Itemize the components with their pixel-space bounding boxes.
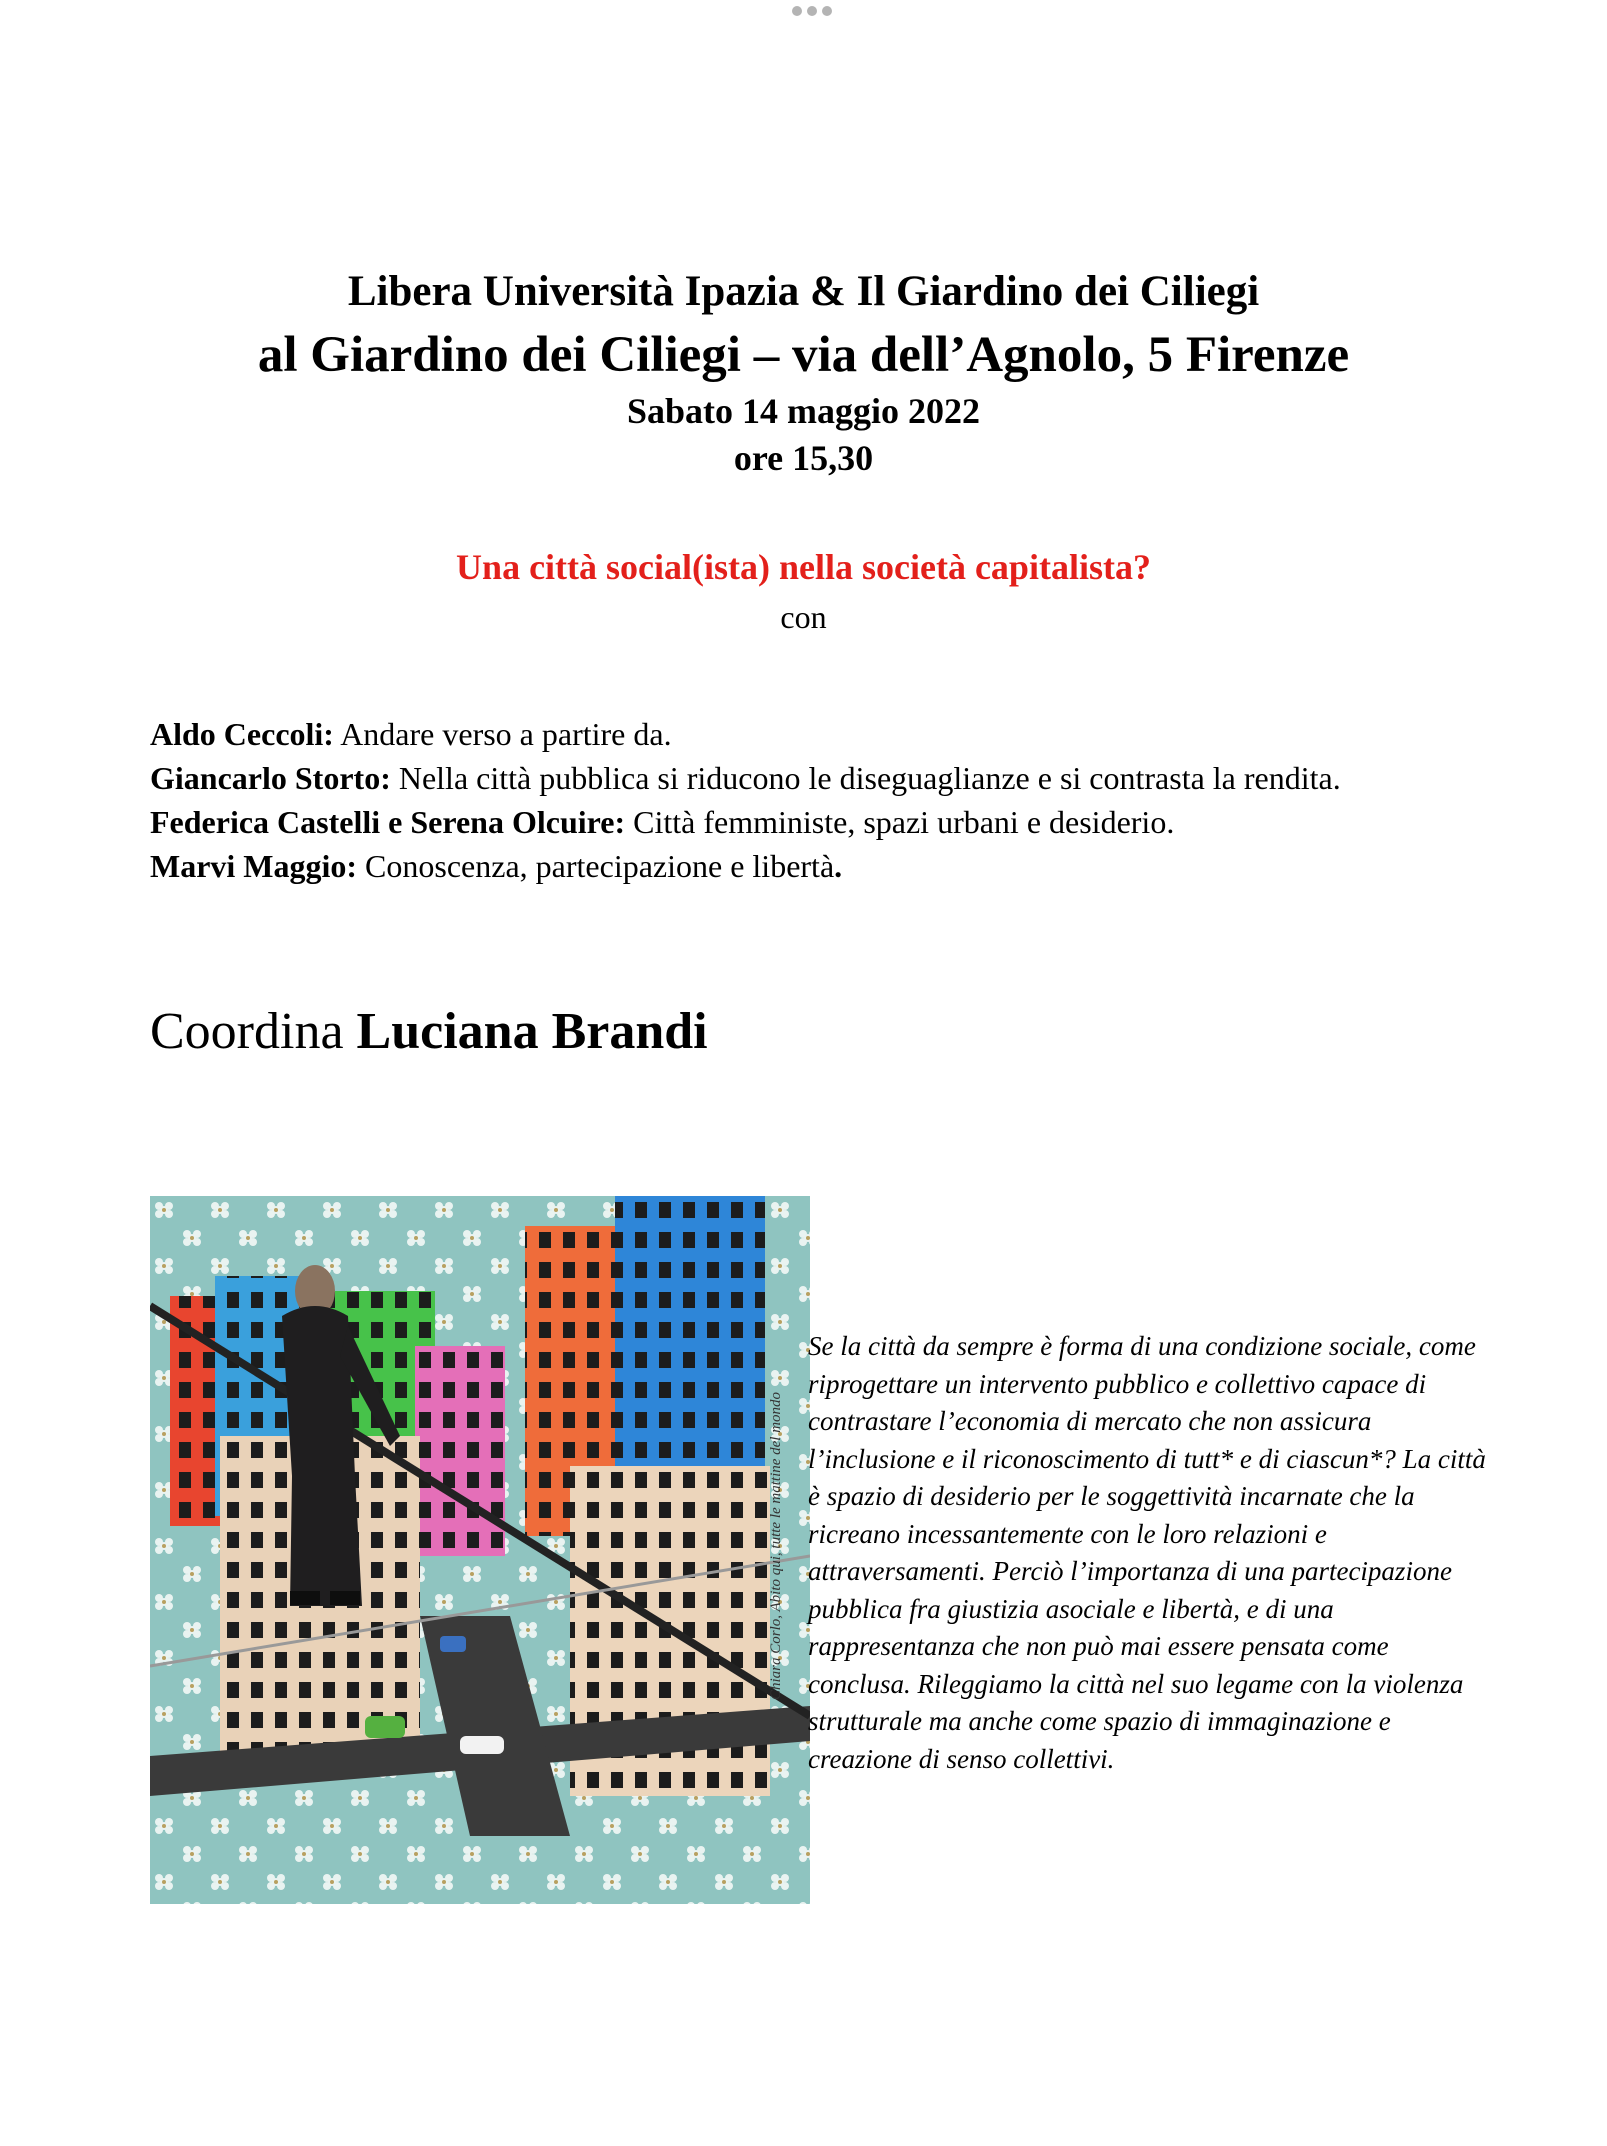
more-options-icon[interactable] bbox=[792, 6, 832, 16]
coordinator-line bbox=[150, 1000, 708, 1064]
artwork-image bbox=[150, 1196, 810, 1904]
coordinator-name: Luciana Brandi bbox=[356, 1003, 708, 1060]
speaker-name: Giancarlo Storto: bbox=[150, 760, 391, 796]
speaker-talk: Nella città pubblica si riducono le diseguaglianze e si contrasta la rendita. bbox=[390, 760, 1341, 796]
date-line: Sabato 14 maggio 2022 bbox=[626, 391, 981, 431]
speaker-name: Marvi Maggio: bbox=[150, 848, 358, 884]
coordinator-prefix: Coordina bbox=[150, 1003, 357, 1060]
organizers-line: Libera Università Ipazia & Il Giardino dei Ciliegi bbox=[347, 268, 1260, 315]
speaker-item bbox=[150, 712, 1450, 756]
speaker-name: Aldo Ceccoli: bbox=[150, 716, 334, 752]
event-description: Se la città da sempre è forma di una condizione sociale, come riprogettare un intervento pubblico e collettivo capace di contrastare l’economia di mercato che non assicura l’inclusione e il riconoscimento di tutt* e di ciascun*? La città è spazio di desiderio per le soggettività incarnate che la ricreano incessantemente con le loro relazioni e attraversamenti. Perciò l’importanza di una partecipazione pubblica fra giustizia asociale e libertà, e di una rappresentanza che non può mai essere pensata come conclusa. Rileggiamo la città nel suo legame con la violenza strutturale ma anche come spazio di immaginazione e creazione di senso collettivi. bbox=[808, 1331, 1486, 1774]
speaker-talk: Conoscenza, partecipazione e libertà bbox=[357, 848, 835, 884]
speaker-talk: Città femministe, spazi urbani e desiderio. bbox=[625, 804, 1175, 840]
con-label: con bbox=[780, 599, 827, 635]
venue-line: al Giardino dei Ciliegi – via dell’Agnolo, 5 Firenze bbox=[257, 327, 1350, 383]
event-title: Una città social(ista) nella società capitalista? bbox=[456, 547, 1151, 587]
speaker-talk: Andare verso a partire da. bbox=[333, 716, 672, 752]
event-header bbox=[0, 262, 1607, 482]
time-line: ore 15,30 bbox=[733, 438, 874, 478]
speaker-item bbox=[150, 844, 1450, 888]
speaker-name: Federica Castelli e Serena Olcuire: bbox=[150, 804, 626, 840]
speaker-item bbox=[150, 800, 1450, 844]
speaker-item bbox=[150, 756, 1450, 800]
speaker-talk-tail: . bbox=[834, 848, 843, 884]
speaker-list bbox=[150, 712, 1450, 888]
artwork-credit: Chiara Corlo, Abito qui, tutte le mattine del mondo bbox=[768, 1391, 784, 1700]
